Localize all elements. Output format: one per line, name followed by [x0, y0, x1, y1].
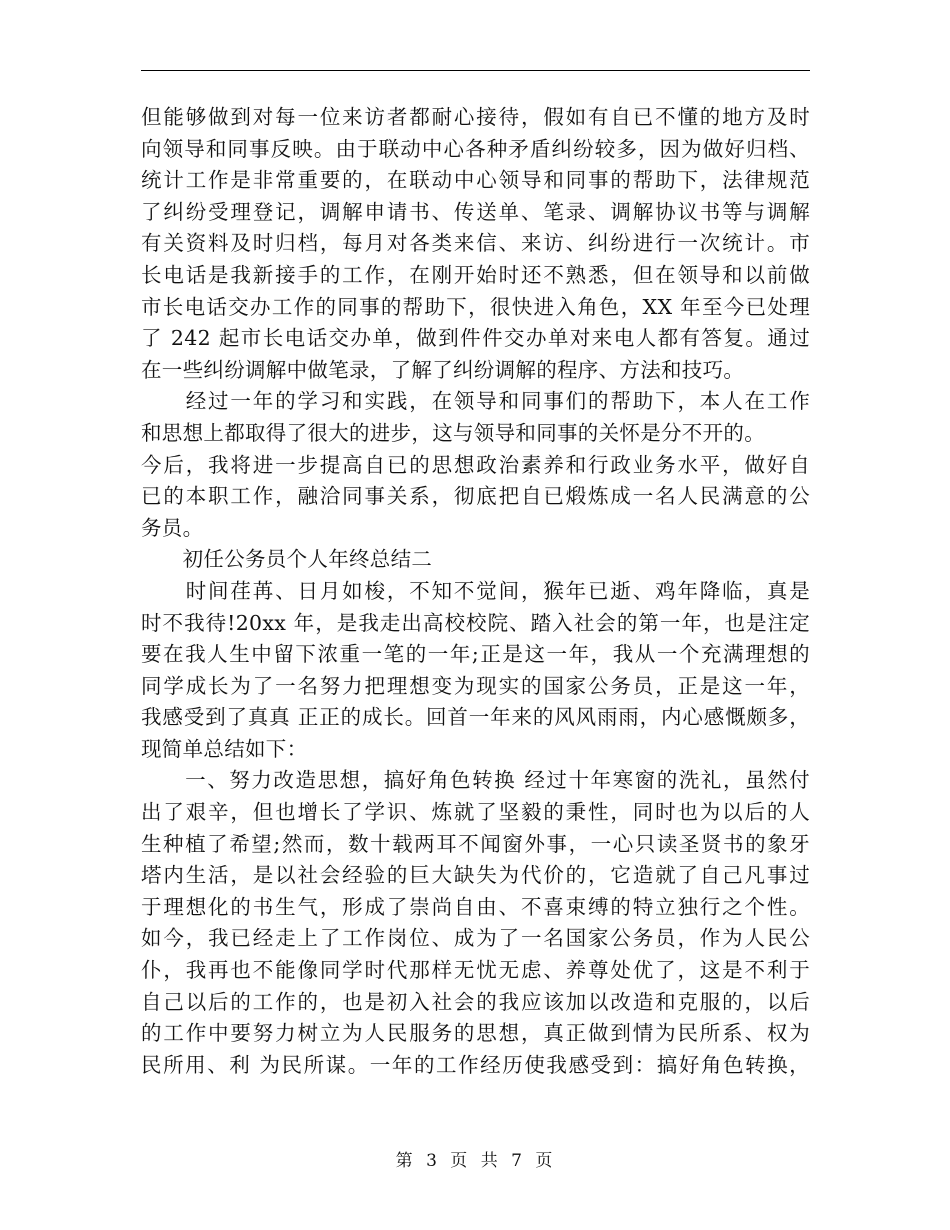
text-line: 要在我人生中留下浓重一笔的一年;正是这一年，我从一个充满理想的: [141, 642, 810, 667]
text-line: 于理想化的书生气，形成了崇尚自由、不喜束缚的特立独行之个性。: [141, 894, 810, 919]
text-line: 已的本职工作，融洽同事关系，彻底把自已煅炼成一名人民满意的公: [141, 484, 810, 509]
text-line: 同学成长为了一名努力把理想变为现实的国家公务员，正是这一年，: [141, 673, 810, 698]
text-line: 和思想上都取得了很大的进步，这与领导和同事的关怀是分不开的。: [141, 420, 765, 445]
text-line: 了 242 起市长电话交办单，做到件件交办单对来电人都有答复。通过: [141, 326, 810, 351]
text-line: 长电话是我新接手的工作，在刚开始时还不熟悉，但在领导和以前做: [141, 262, 810, 287]
text-line: 在一些纠纷调解中做笔录，了解了纠纷调解的程序、方法和技巧。: [141, 357, 745, 382]
text-line: 自己以后的工作的，也是初入社会的我应该加以改造和克服的，以后: [141, 989, 810, 1014]
document-body: [141, 102, 810, 1081]
text-line: 塔内生活，是以社会经验的巨大缺失为代价的，它造就了自己凡事过: [141, 863, 810, 888]
text-line: 仆，我再也不能像同学时代那样无忧无虑、养尊处优了，这是不利于: [141, 958, 810, 983]
text-line: 如今，我已经走上了工作岗位、成为了一名国家公务员，作为人民公: [141, 926, 810, 951]
text-line: 的工作中要努力树立为人民服务的思想，真正做到情为民所系、权为: [141, 1021, 810, 1046]
text-line: 务员。: [141, 515, 204, 540]
text-line: 民所用、利 为民所谋。一年的工作经历使我感受到：搞好角色转换，: [141, 1052, 810, 1077]
text-line: 经过一年的学习和实践，在领导和同事们的帮助下，本人在工作: [141, 389, 810, 414]
text-line: 统计工作是非常重要的，在联动中心领导和同事的帮助下，法律规范: [141, 168, 810, 193]
header-rule: [141, 70, 810, 71]
text-line: 时不我待!20xx 年，是我走出高校校院、踏入社会的第一年，也是注定: [141, 610, 810, 635]
text-line: 现简单总结如下：: [141, 736, 308, 761]
text-line: 我感受到了真真 正正的成长。回首一年来的风风雨雨，内心感慨颇多，: [141, 705, 810, 730]
text-line: 今后，我将进一步提高自已的思想政治素养和行政业务水平，做好自: [141, 452, 810, 477]
text-line: 了纠纷受理登记，调解申请书、传送单、笔录、调解协议书等与调解: [141, 199, 810, 224]
page-number: 第 3 页 共 7 页: [395, 1151, 555, 1171]
text-line: 出了艰辛，但也增长了学识、炼就了坚毅的秉性，同时也为以后的人: [141, 800, 810, 825]
text-line: 但能够做到对每一位来访者都耐心接待，假如有自已不懂的地方及时: [141, 105, 810, 129]
text-line: 生种植了希望;然而，数十载两耳不闻窗外事，一心只读圣贤书的象牙: [141, 831, 810, 856]
text-line: 一、努力改造思想，搞好角色转换 经过十年寒窗的洗礼，虽然付: [141, 768, 810, 793]
text-line: 时间荏苒、日月如梭，不知不觉间，猴年已逝、鸡年降临，真是: [141, 578, 810, 603]
text-line: 市长电话交办工作的同事的帮助下，很快进入角色，XX 年至今已处理: [141, 294, 810, 319]
text-line: 向领导和同事反映。由于联动中心各种矛盾纠纷较多，因为做好归档、: [141, 136, 810, 161]
section-heading: 初任公务员个人年终总结二: [141, 547, 433, 572]
text-line: 有关资料及时归档，每月对各类来信、来访、纠纷进行一次统计。市: [141, 231, 810, 256]
